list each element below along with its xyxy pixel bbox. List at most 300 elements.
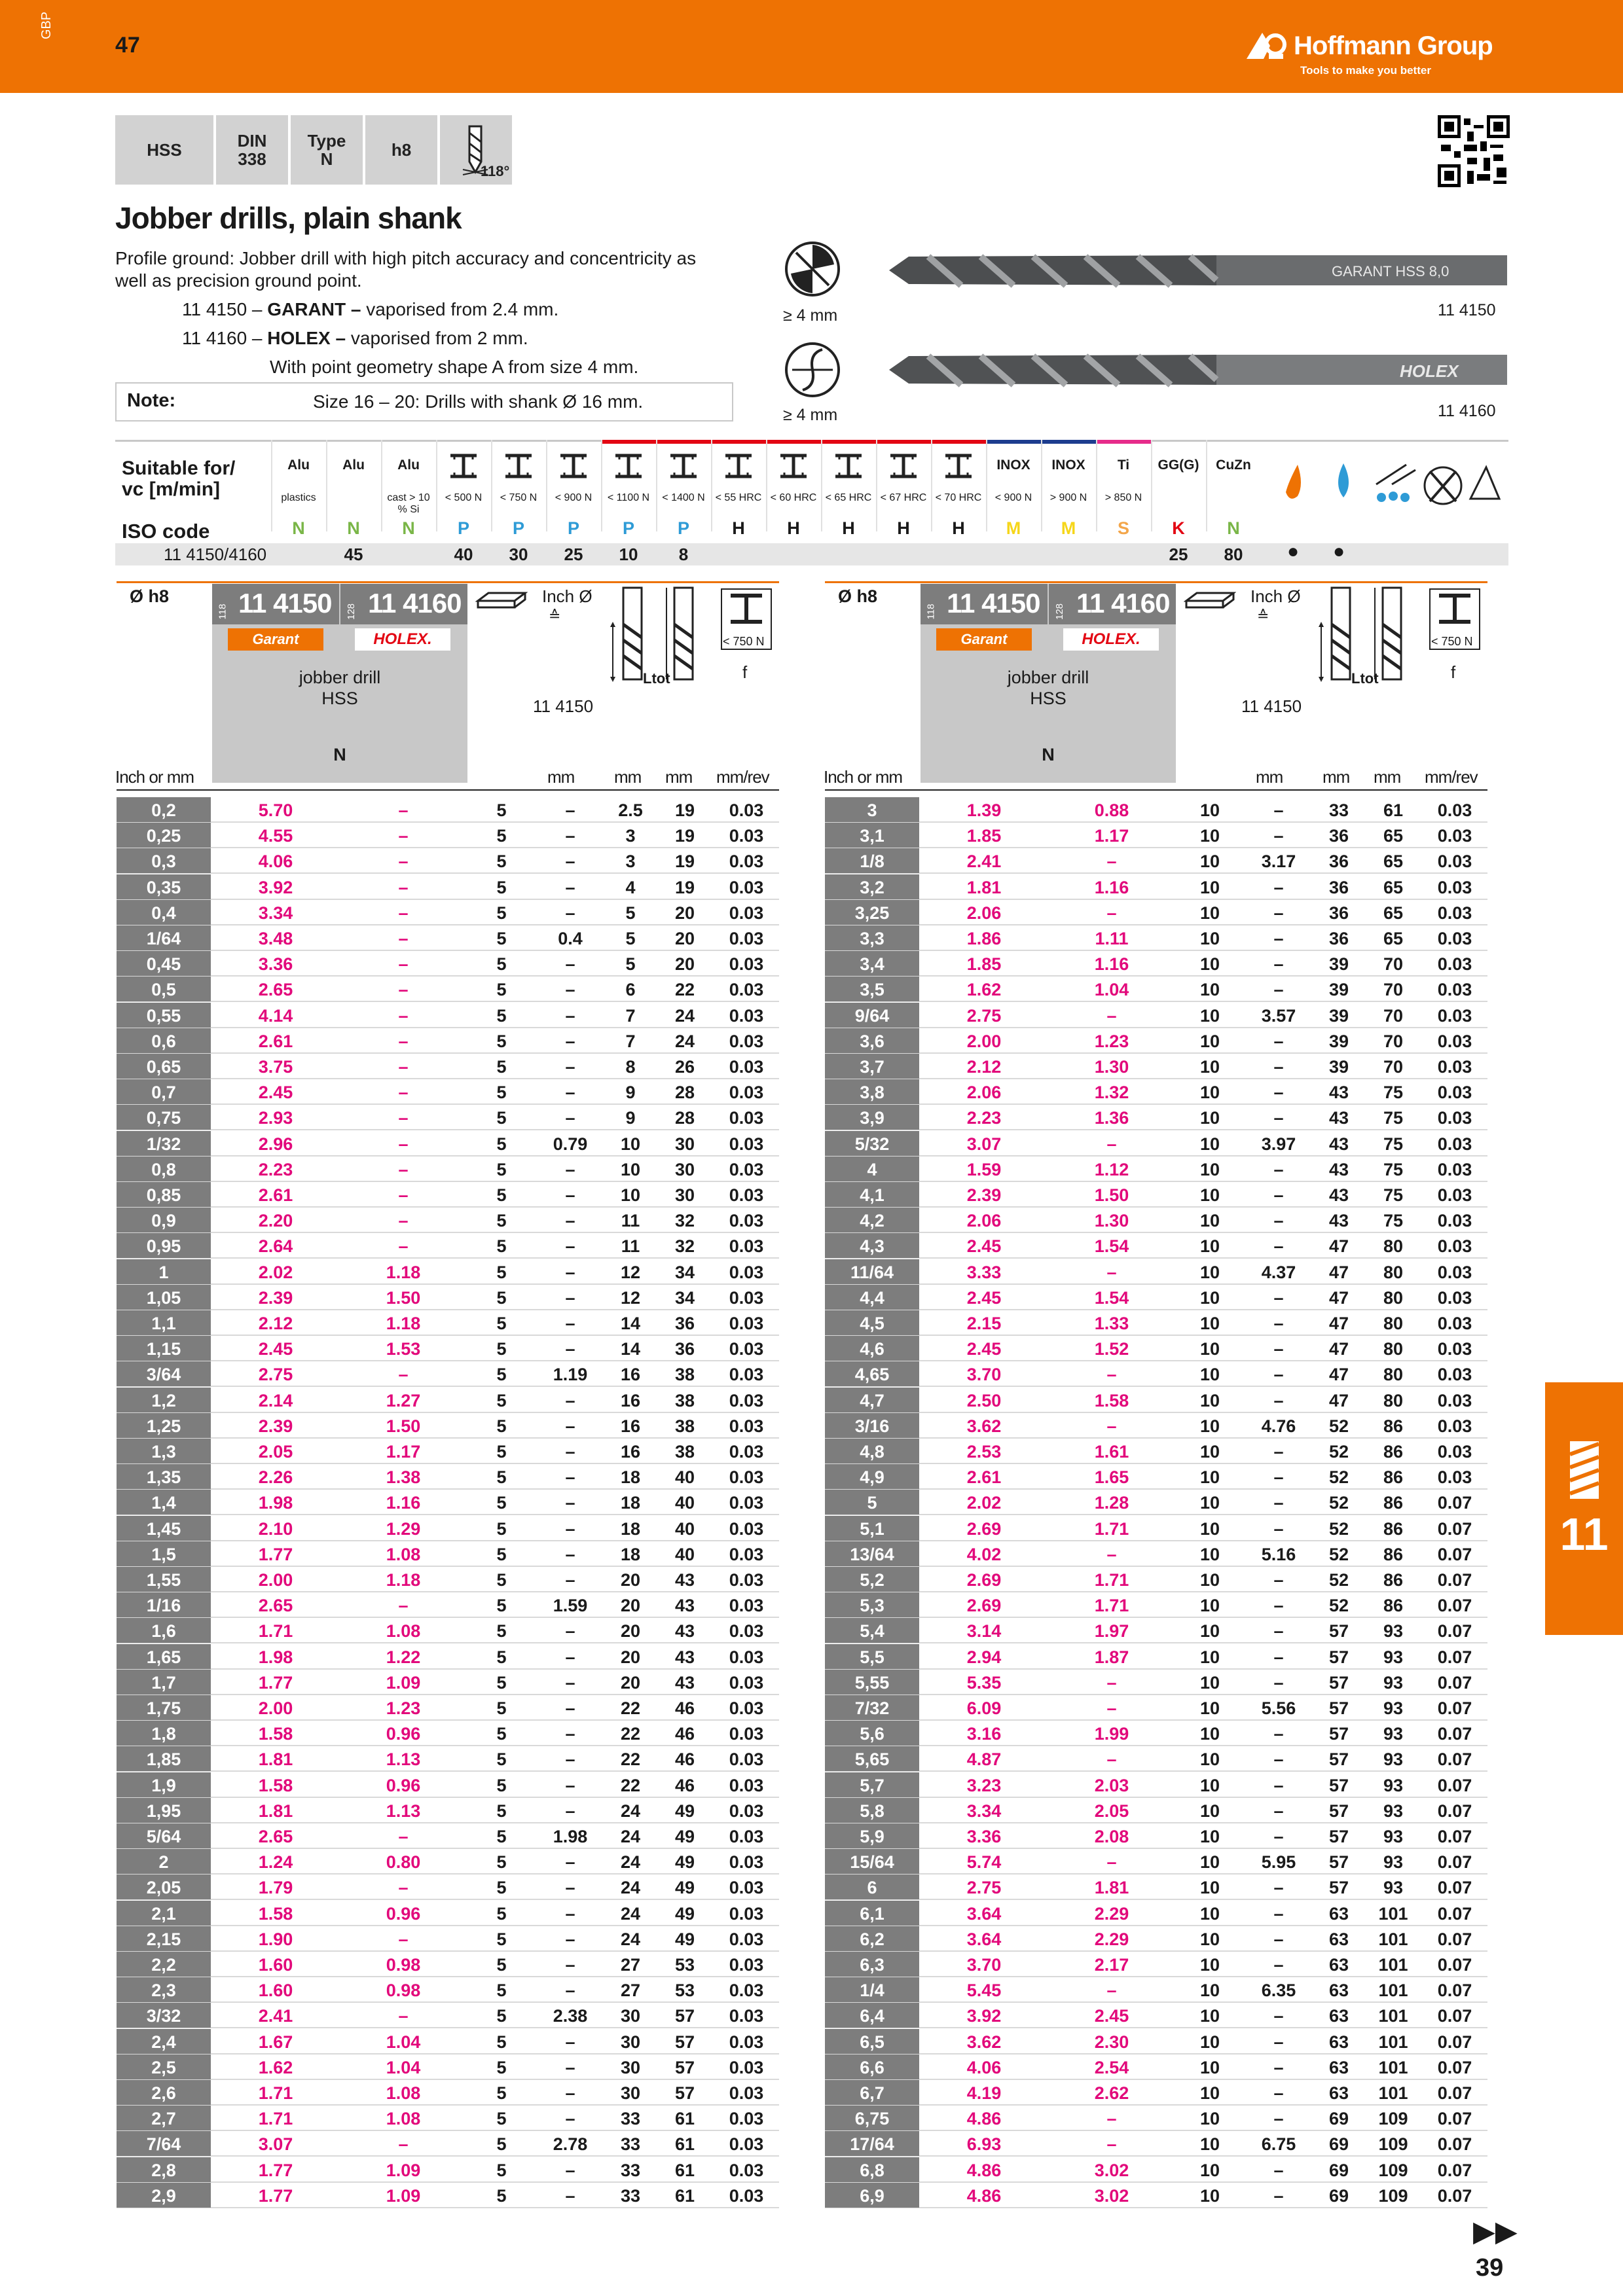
iso-code: P [567, 518, 579, 538]
flute-length: 57 [1328, 1878, 1349, 1898]
total-length: 80 [1383, 1314, 1404, 1333]
inch-equiv: – [1273, 1057, 1284, 1077]
material-group-bar [821, 440, 876, 444]
svg-text:GARANT HSS 8,0: GARANT HSS 8,0 [1332, 263, 1450, 279]
flute-length: 24 [620, 1852, 641, 1873]
size-cell: 5 [825, 1490, 919, 1515]
hoffmann-logo[interactable] [1244, 29, 1493, 63]
feed-rate: 0.03 [729, 2057, 764, 2077]
price-garant: 2.93 [258, 1108, 293, 1128]
inch-equiv: 6.35 [1261, 1981, 1296, 2001]
total-length: 43 [674, 1596, 695, 1616]
pack-qty: 10 [1199, 1236, 1220, 1257]
pack-qty: 10 [1199, 1442, 1220, 1462]
size-cell: 5,2 [825, 1567, 919, 1592]
price-garant: 2.10 [258, 1518, 293, 1539]
inch-equiv: 2.78 [553, 2134, 588, 2155]
flute-length: 33 [620, 2160, 641, 2180]
feed-rate: 0.03 [729, 1749, 764, 1770]
price-garant: 1.39 [966, 800, 1002, 820]
total-length: 61 [1383, 800, 1404, 820]
angle-128: 128 [1054, 603, 1066, 620]
inch-equiv: – [565, 1724, 575, 1744]
price-holex: 3.02 [1094, 2160, 1129, 2180]
price-garant: 2.00 [966, 1031, 1002, 1051]
inch-equiv: – [1273, 877, 1284, 897]
total-length: 80 [1383, 1287, 1404, 1308]
price-holex: 1.50 [386, 1416, 421, 1436]
size-cell: 5/64 [117, 1823, 211, 1848]
pack-qty: 5 [496, 1314, 507, 1333]
feed-rate: 0.07 [1437, 1698, 1472, 1718]
price-holex: 1.08 [386, 2083, 421, 2103]
price-holex: 1.22 [386, 1647, 421, 1667]
price-garant: 2.61 [258, 1031, 293, 1051]
price-holex: – [398, 1827, 409, 1846]
price-garant: 1.79 [258, 1878, 293, 1898]
total-length: 93 [1383, 1672, 1404, 1693]
flute-length: 36 [1328, 903, 1349, 923]
feed-rate: 0.07 [1437, 1981, 1472, 2001]
pack-qty: 10 [1199, 1929, 1220, 1949]
suitability-col [326, 440, 381, 565]
total-length: 53 [674, 1981, 695, 2001]
inch-equiv: – [565, 903, 575, 923]
size-cell: 5,5 [825, 1644, 919, 1669]
suitability-col [271, 440, 326, 565]
price-holex: 1.99 [1094, 1724, 1129, 1744]
spec-box [115, 115, 515, 185]
price-holex: 0.98 [386, 1955, 421, 1975]
inch-equiv: – [1273, 1287, 1284, 1308]
steel-beam-icon [779, 453, 808, 479]
total-length: 19 [674, 800, 695, 820]
pack-qty: 5 [496, 1236, 507, 1257]
price-holex: 0.88 [1094, 800, 1129, 820]
units-rule [825, 789, 1487, 791]
total-length: 43 [674, 1647, 695, 1667]
inch-equiv: – [1273, 800, 1284, 820]
inch-equiv: – [1273, 2185, 1284, 2206]
diameter-header: Ø h8 [838, 586, 878, 606]
size-cell: 5/32 [825, 1131, 919, 1156]
price-holex: 1.18 [386, 1570, 421, 1590]
inch-equiv: – [565, 1878, 575, 1898]
flute-length: 47 [1328, 1390, 1349, 1410]
flute-length-icon [1316, 585, 1355, 683]
feed-rate: 0.03 [1437, 1159, 1472, 1179]
size-cell: 1,25 [117, 1413, 211, 1438]
total-length: 20 [674, 903, 695, 923]
price-holex: – [1106, 1698, 1117, 1718]
size-cell: 9/64 [825, 1003, 919, 1028]
total-length: 22 [674, 980, 695, 1000]
suitability-col [546, 440, 601, 565]
total-length: 49 [674, 1852, 695, 1873]
total-length: 19 [674, 852, 695, 872]
feed-rate: 0.03 [729, 1775, 764, 1795]
price-holex: 1.38 [386, 1467, 421, 1488]
flute-length: 30 [620, 2032, 641, 2052]
feed-rate: 0.03 [1437, 1185, 1472, 1205]
unit-label: Inch or mm [115, 767, 194, 787]
pack-qty: 5 [496, 1878, 507, 1898]
size-cell: 0,95 [117, 1233, 211, 1258]
size-cell: 1 [117, 1259, 211, 1284]
flute-length: 52 [1328, 1544, 1349, 1564]
inch-equiv: – [565, 1287, 575, 1308]
pack-qty: 10 [1199, 1955, 1220, 1975]
price-holex: – [398, 877, 409, 897]
suitability-title: Suitable for/ vc [m/min] [122, 457, 236, 500]
price-garant: 1.59 [966, 1159, 1002, 1179]
price-holex: – [1106, 1262, 1117, 1282]
feed-rate: 0.03 [729, 1544, 764, 1564]
price-garant: 3.36 [966, 1827, 1002, 1846]
inch-equiv: 1.19 [553, 1365, 588, 1385]
description-line-2: well as precision ground point. [115, 270, 362, 291]
inch-equiv: – [1273, 1159, 1284, 1179]
pack-qty: 5 [496, 877, 507, 897]
suitability-col [1041, 440, 1096, 565]
inch-code: 11 4150 [1241, 696, 1302, 716]
product-code-2: 11 4160 [1438, 402, 1496, 420]
size-cell: 15/64 [825, 1849, 919, 1874]
price-holex: – [1106, 2109, 1117, 2129]
iso-code: M [1006, 518, 1021, 538]
pack-qty: 5 [496, 1903, 507, 1924]
inch-equiv: 1.59 [553, 1596, 588, 1616]
feed-rate: 0.07 [1437, 2032, 1472, 2052]
pack-qty: 5 [496, 1621, 507, 1641]
description-item-1: 11 4150 – GARANT – vaporised from 2.4 mm. [182, 299, 559, 319]
pack-qty: 5 [496, 2083, 507, 2103]
page-number-bottom: 39 [1476, 2254, 1504, 2282]
price-garant: 4.86 [966, 2109, 1002, 2129]
inch-equiv: – [565, 1518, 575, 1539]
inch-equiv: – [565, 1801, 575, 1821]
feed-rate: 0.03 [729, 2160, 764, 2180]
flute-length: 14 [620, 1339, 641, 1359]
pack-qty: 10 [1199, 1749, 1220, 1770]
total-length: 75 [1383, 1083, 1404, 1103]
price-holex: – [398, 1108, 409, 1128]
pack-qty: 5 [496, 2032, 507, 2052]
feed-rate: 0.03 [729, 800, 764, 820]
total-length: 86 [1383, 1467, 1404, 1488]
size-cell: 2 [117, 1849, 211, 1874]
pack-qty: 10 [1199, 2134, 1220, 2155]
total-length: 61 [674, 2109, 695, 2129]
section-tab[interactable] [1545, 1382, 1623, 1635]
price-holex: – [1106, 1544, 1117, 1564]
size-cell: 0,8 [117, 1157, 211, 1181]
feed-rate: 0.03 [1437, 1236, 1472, 1257]
inch-equiv: – [1273, 1878, 1284, 1898]
total-length: 65 [1383, 852, 1404, 872]
feed-rate: 0.03 [729, 1724, 764, 1744]
material-strength: plastics [281, 492, 316, 503]
feed-rate: 0.03 [729, 1981, 764, 2001]
size-cell: 5,55 [825, 1670, 919, 1695]
description-item-2: 11 4160 – HOLEX – vaporised from 2 mm. [182, 328, 528, 348]
flute-length: 36 [1328, 826, 1349, 846]
pack-qty: 10 [1199, 1031, 1220, 1051]
size-cell: 4,7 [825, 1388, 919, 1412]
feed-rate: 0.07 [1437, 1749, 1472, 1770]
price-holex: 1.58 [1094, 1390, 1129, 1410]
flute-length: 3 [625, 826, 636, 846]
pack-qty: 10 [1199, 1057, 1220, 1077]
holex-brand-logo: HOLEX. [1063, 628, 1159, 651]
total-length: 49 [674, 1827, 695, 1846]
material-strength: < 900 N [555, 492, 593, 503]
total-length: 93 [1383, 1775, 1404, 1795]
price-garant: 2.02 [966, 1493, 1002, 1513]
pack-qty: 10 [1199, 1518, 1220, 1539]
units-rule [117, 789, 779, 791]
inch-equiv: – [1273, 1955, 1284, 1975]
price-garant: 2.39 [258, 1287, 293, 1308]
total-length: 75 [1383, 1108, 1404, 1128]
pack-qty: 5 [496, 1827, 507, 1846]
price-garant: 2.45 [966, 1339, 1002, 1359]
price-holex: 2.45 [1094, 2006, 1129, 2026]
feed-rate: 0.03 [729, 1827, 764, 1846]
inch-equiv: – [1273, 2032, 1284, 2052]
pack-qty: 10 [1199, 2006, 1220, 2026]
feed-rate: 0.03 [729, 954, 764, 975]
price-garant: 5.35 [966, 1672, 1002, 1693]
total-length: 86 [1383, 1518, 1404, 1539]
size-cell: 1,2 [117, 1388, 211, 1412]
feed-rate: 0.03 [729, 1287, 764, 1308]
pack-qty: 10 [1199, 1621, 1220, 1641]
total-length: 80 [1383, 1339, 1404, 1359]
flute-length: 57 [1328, 1775, 1349, 1795]
inch-equiv: – [565, 852, 575, 872]
price-garant: 3.14 [966, 1621, 1002, 1641]
pack-qty: 10 [1199, 2109, 1220, 2129]
total-length: 75 [1383, 1134, 1404, 1154]
feed-rate: 0.03 [729, 1005, 764, 1026]
coolant-icons [1278, 458, 1501, 514]
suitability-col [656, 440, 711, 565]
price-garant: 1.60 [258, 1981, 293, 2001]
total-length: 93 [1383, 1698, 1404, 1718]
pack-qty: 5 [496, 1159, 507, 1179]
total-length: 38 [674, 1390, 695, 1410]
pack-qty: 10 [1199, 903, 1220, 923]
price-garant: 3.33 [966, 1262, 1002, 1282]
size-cell: 2,15 [117, 1926, 211, 1951]
pack-qty: 5 [496, 954, 507, 975]
cutting-speed: 10 [619, 545, 638, 564]
price-garant: 2.02 [258, 1262, 293, 1282]
size-cell: 1,95 [117, 1798, 211, 1823]
price-garant: 1.58 [258, 1903, 293, 1924]
size-cell: 1,75 [117, 1695, 211, 1720]
price-garant: 4.06 [258, 852, 293, 872]
price-garant: 1.58 [258, 1775, 293, 1795]
flute-length: 33 [620, 2109, 641, 2129]
price-holex: 1.08 [386, 2109, 421, 2129]
inch-equiv: – [1273, 1108, 1284, 1128]
feed-rate: 0.03 [729, 1057, 764, 1077]
size-cell: 6 [825, 1874, 919, 1899]
feed-rate: 0.03 [729, 903, 764, 923]
inch-equiv: – [1273, 1339, 1284, 1359]
inch-equiv: 0.4 [558, 929, 583, 948]
pack-qty: 10 [1199, 1365, 1220, 1385]
price-holex: 1.17 [1094, 826, 1129, 846]
feed-rate: 0.03 [729, 1929, 764, 1949]
price-garant: 1.77 [258, 1672, 293, 1693]
feed-rate: 0.03 [1437, 877, 1472, 897]
inch-equiv: – [1273, 1647, 1284, 1667]
flute-length: 16 [620, 1442, 641, 1462]
price-garant: 1.71 [258, 2083, 293, 2103]
flute-length: 4 [625, 877, 636, 897]
feed-rate: 0.03 [1437, 980, 1472, 1000]
price-holex: 1.18 [386, 1262, 421, 1282]
pack-qty: 5 [496, 1057, 507, 1077]
pack-qty: 5 [496, 1287, 507, 1308]
size-cell: 2,4 [117, 2029, 211, 2054]
size-cell: 0,35 [117, 874, 211, 899]
pack-qty: 10 [1199, 826, 1220, 846]
price-garant: 2.65 [258, 1827, 293, 1846]
qr-code[interactable] [1438, 115, 1510, 187]
pack-qty: 5 [496, 1083, 507, 1103]
description-line-1: Profile ground: Jobber drill with high pitch accuracy and concentricity as [115, 248, 697, 268]
inch-equiv: – [1273, 1314, 1284, 1333]
iso-code: H [732, 518, 745, 538]
price-holex: – [398, 1031, 409, 1051]
suitability-col [986, 440, 1041, 565]
steel-beam-icon [559, 453, 588, 479]
price-holex: – [1106, 1981, 1117, 2001]
price-holex: 1.08 [386, 1544, 421, 1564]
pack-qty: 5 [496, 800, 507, 820]
price-garant: 1.62 [258, 2057, 293, 2077]
flute-length: 14 [620, 1314, 641, 1333]
iso-code: K [1172, 518, 1185, 538]
pack-qty: 5 [496, 1596, 507, 1616]
size-cell: 3,7 [825, 1054, 919, 1079]
flute-length: 57 [1328, 1724, 1349, 1744]
price-holex: – [398, 903, 409, 923]
pack-qty: 10 [1199, 1390, 1220, 1410]
flute-length: 57 [1328, 1852, 1349, 1873]
pack-qty: 5 [496, 826, 507, 846]
inch-equiv: 3.57 [1261, 1005, 1296, 1026]
price-garant: 2.15 [966, 1314, 1002, 1333]
material-strength: < 60 HRC [770, 492, 817, 503]
size-cell: 2,8 [117, 2157, 211, 2182]
feed-rate: 0.03 [729, 1852, 764, 1873]
flute-length: 63 [1328, 1981, 1349, 2001]
pack-qty: 10 [1199, 1108, 1220, 1128]
pack-qty: 10 [1199, 954, 1220, 975]
shank-icon [475, 588, 528, 614]
feed-rate: 0.03 [1437, 1314, 1472, 1333]
steel-beam-icon [724, 453, 753, 479]
pack-qty: 10 [1199, 1159, 1220, 1179]
flute-length: 57 [1328, 1647, 1349, 1667]
price-garant: 5.45 [966, 1981, 1002, 2001]
garant-drill-image [889, 243, 1508, 297]
next-page-icon[interactable]: ▶▶ [1473, 2215, 1518, 2248]
feed-rate: 0.03 [1437, 1287, 1472, 1308]
feed-rate: 0.03 [1437, 1416, 1472, 1436]
feed-rate: 0.07 [1437, 1518, 1472, 1539]
inch-equiv: – [1273, 1493, 1284, 1513]
feed-rate: 0.03 [1437, 826, 1472, 846]
flute-length: 24 [620, 1801, 641, 1821]
size-cell: 3 [825, 797, 919, 822]
inch-equiv: – [565, 1467, 575, 1488]
feed-rate: 0.03 [729, 1339, 764, 1359]
total-length: 86 [1383, 1544, 1404, 1564]
total-length: 36 [674, 1339, 695, 1359]
total-length: 19 [674, 877, 695, 897]
flute-length: 5 [625, 954, 636, 975]
inch-equiv: – [565, 826, 575, 846]
diameter-header: Ø h8 [130, 586, 170, 606]
feed-rate: 0.03 [729, 1647, 764, 1667]
total-length: 40 [674, 1544, 695, 1564]
size-cell: 6,7 [825, 2080, 919, 2105]
price-holex: 2.05 [1094, 1801, 1129, 1821]
col-divider [381, 440, 382, 531]
size-cell: 1,7 [117, 1670, 211, 1695]
price-garant: 1.98 [258, 1493, 293, 1513]
price-garant: 1.81 [966, 877, 1002, 897]
pack-qty: 5 [496, 1955, 507, 1975]
pack-qty: 5 [496, 2109, 507, 2129]
total-length: 30 [674, 1159, 695, 1179]
price-garant: 2.45 [258, 1339, 293, 1359]
unit-label: mm [1256, 767, 1283, 787]
flute-length: 3 [625, 852, 636, 872]
price-holex: 1.08 [386, 1621, 421, 1641]
flute-length: 18 [620, 1493, 641, 1513]
feed-rate: 0.07 [1437, 1672, 1472, 1693]
pack-qty: 5 [496, 1749, 507, 1770]
price-garant: 2.06 [966, 1211, 1002, 1231]
feed-rate: 0.07 [1437, 1929, 1472, 1949]
inch-equiv: – [565, 1929, 575, 1949]
size-cell: 6,75 [825, 2106, 919, 2130]
inch-equiv: – [565, 1390, 575, 1410]
col-divider [271, 440, 272, 531]
price-garant: 2.45 [258, 1083, 293, 1103]
flute-length: 39 [1328, 1005, 1349, 1026]
feed-rate: 0.03 [1437, 1031, 1472, 1051]
price-holex: 1.04 [386, 2057, 421, 2077]
pack-qty: 5 [496, 1801, 507, 1821]
steel-beam-icon [504, 453, 533, 479]
feed-rate: 0.03 [729, 852, 764, 872]
flute-length: 9 [625, 1083, 636, 1103]
point-label-2: ≥ 4 mm [783, 406, 838, 424]
total-length: 93 [1383, 1621, 1404, 1641]
inch-equiv: – [565, 1314, 575, 1333]
total-length: 109 [1378, 2109, 1408, 2129]
price-garant: 2.06 [966, 1083, 1002, 1103]
description-item-2-extra: With point geometry shape A from size 4 mm. [270, 357, 639, 377]
